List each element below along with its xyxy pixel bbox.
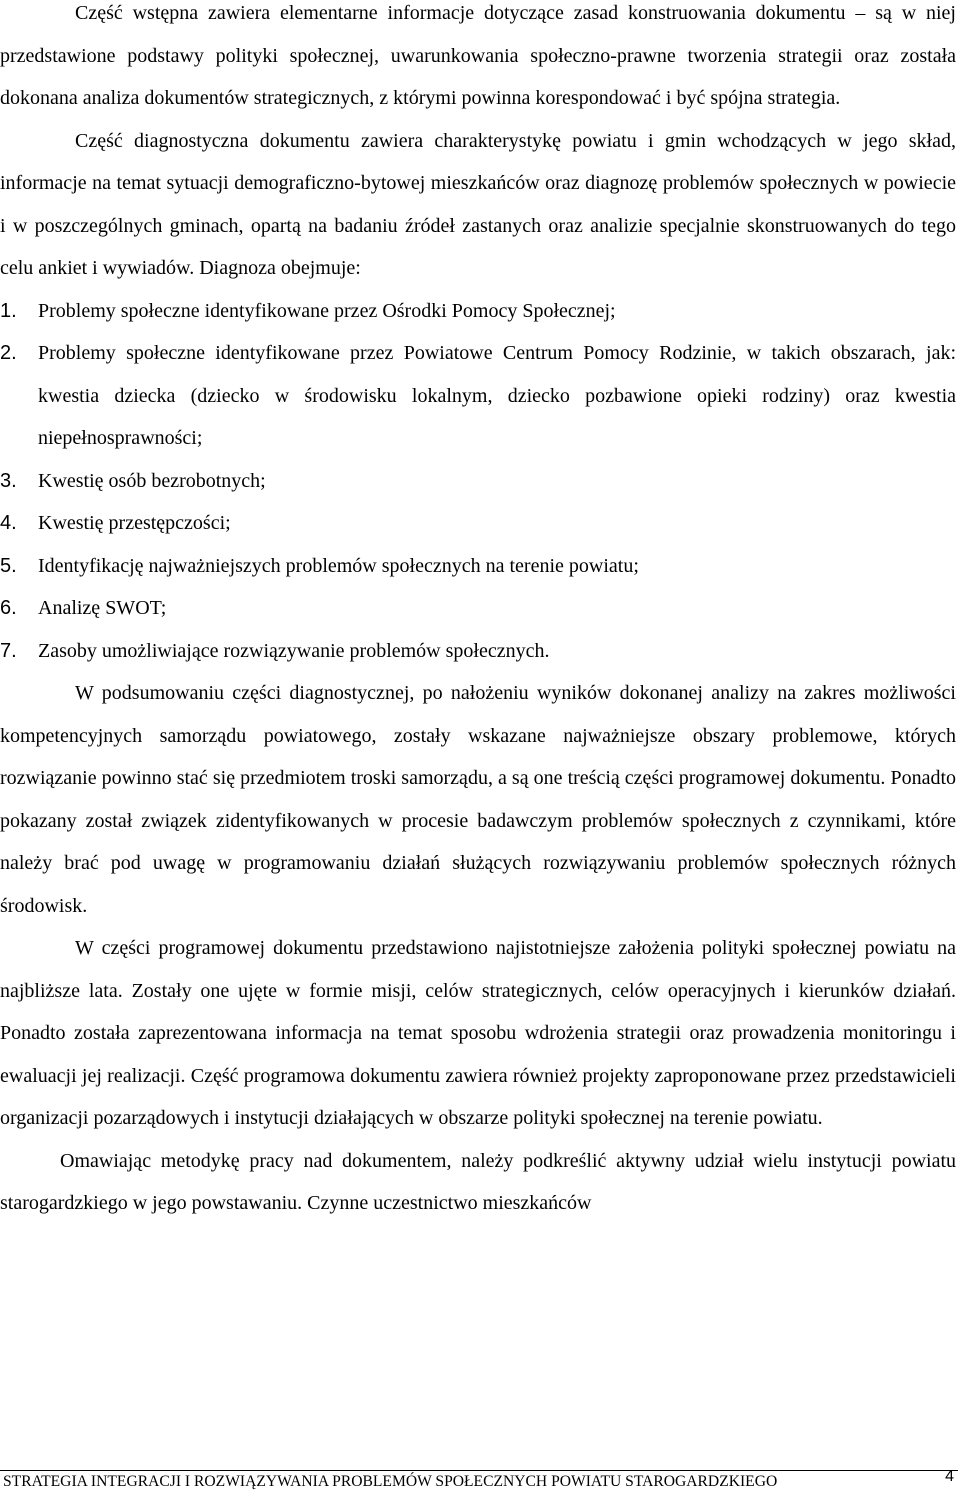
page-footer — [0, 1470, 960, 1497]
list-item-number: 1. — [0, 299, 17, 322]
paragraph-program-part-b: Zostały one ujęte w formie misji, celów strategicznych, celów operacyjnych i kierunków działań. — [131, 979, 957, 1002]
page-number: 4 — [945, 1468, 954, 1485]
list-item-text: Problemy społeczne identyfikowane przez Powiatowe Centrum Pomocy Rodzinie, w takich obszarach, jak: kwestia dziecka (dziecko w środowisku lokalnym, dziecko pozbawione opieki rodziny) oraz kwestia niepełnosprawności; — [38, 342, 956, 449]
list-item-number: 6. — [0, 597, 17, 619]
diagnosis-list — [0, 290, 956, 673]
list-item-number: 2. — [0, 342, 17, 364]
list-item-text: Identyfikację najważniejszych problemów społecznych na terenie powiatu; — [38, 554, 639, 577]
list-item — [0, 587, 956, 630]
list-item — [0, 502, 956, 545]
paragraph-methodology — [0, 1140, 956, 1225]
paragraph-summary — [0, 672, 956, 927]
list-item-text: Problemy społeczne identyfikowane przez Ośrodki Pomocy Społecznej; — [38, 299, 616, 322]
paragraph-summary-part-a: W podsumowaniu części diagnostycznej, po nałożeniu wyników dokonanej analizy na zakres możliwości kompetencyjnych samorządu powiatowego, zostały wskazane najważniejsze obszary problemowe, których rozwiązanie powinno stać się przedmiotem troski samorządu, a są one treścią części programowej dokumentu. — [0, 682, 956, 789]
list-item — [0, 630, 956, 673]
list-item — [0, 460, 956, 503]
list-item-number: 4. — [0, 512, 17, 534]
list-item-text: Kwestię osób bezrobotnych; — [38, 469, 266, 492]
list-item-number: 5. — [0, 554, 17, 577]
paragraph-program — [0, 927, 956, 1140]
paragraph-program-part-d: Część programowa dokumentu zawiera również projekty zaproponowane przez przedstawicieli organizacji pozarządowych i instytucji działających w obszarze polityki społecznej na terenie powiatu. — [0, 1064, 956, 1129]
footer-document-title: STRATEGIA INTEGRACJI I ROZWIĄZYWANIA PROBLEMÓW SPOŁECZNYCH POWIATU STAROGARDZKIEGO — [3, 1473, 778, 1490]
paragraph-methodology-part-a: Omawiając metodykę pracy nad dokumentem, należy podkreślić aktywny udział wielu instytucji powiatu starogardzkiego w jego powstawaniu. — [0, 1149, 956, 1214]
paragraph-program-part-c: Ponadto została zaprezentowana informacja na temat sposobu wdrożenia strategii oraz prowadzenia monitoringu i ewaluacji jej realizacji. — [0, 1022, 956, 1087]
list-item-text: Zasoby umożliwiające rozwiązywanie problemów społecznych. — [38, 639, 550, 662]
paragraph-intro: Część wstępna zawiera elementarne informacje dotyczące zasad konstruowania dokumentu – są w niej przedstawione podstawy polityki społecznej, uwarunkowania społeczno-prawne tworzenia strategii oraz została dokonana analiza dokumentów strategicznych, z którymi powinna korespondować i być spójna strategia. — [0, 2, 956, 109]
list-item-text: Analizę SWOT; — [38, 597, 167, 619]
list-item-number: 3. — [0, 469, 17, 492]
list-item — [0, 332, 956, 460]
list-item-number: 7. — [0, 639, 17, 662]
list-item — [0, 545, 956, 588]
paragraph-methodology-part-b: Czynne uczestnictwo mieszkańców — [307, 1192, 592, 1214]
paragraph-program-part-a: W części programowej dokumentu przedstawiono najistotniejsze założenia polityki społecznej powiatu na najbliższe lata. — [0, 937, 956, 1002]
list-item — [0, 290, 956, 333]
list-item-text: Kwestię przestępczości; — [38, 512, 231, 534]
footer-divider — [0, 1470, 958, 1471]
paragraph-summary-part-b: Ponadto pokazany został związek zidentyfikowanych w procesie badawczym problemów społecznych z czynnikami, które należy brać pod uwagę w programowaniu działań służących rozwiązywaniu problemów społecznych różnych środowisk. — [0, 767, 957, 917]
paragraph-diagnostic: Część diagnostyczna dokumentu zawiera charakterystykę powiatu i gmin wchodzących w jego skład, informacje na temat sytuacji demograficzno-bytowej mieszkańców oraz diagnozę problemów społecznych w powiecie i w poszczególnych gminach, opartą na badaniu źródeł zastanych oraz analizie specjalnie skonstruowanych do tego celu ankiet i wywiadów. Diagnoza obejmuje: — [0, 129, 956, 279]
